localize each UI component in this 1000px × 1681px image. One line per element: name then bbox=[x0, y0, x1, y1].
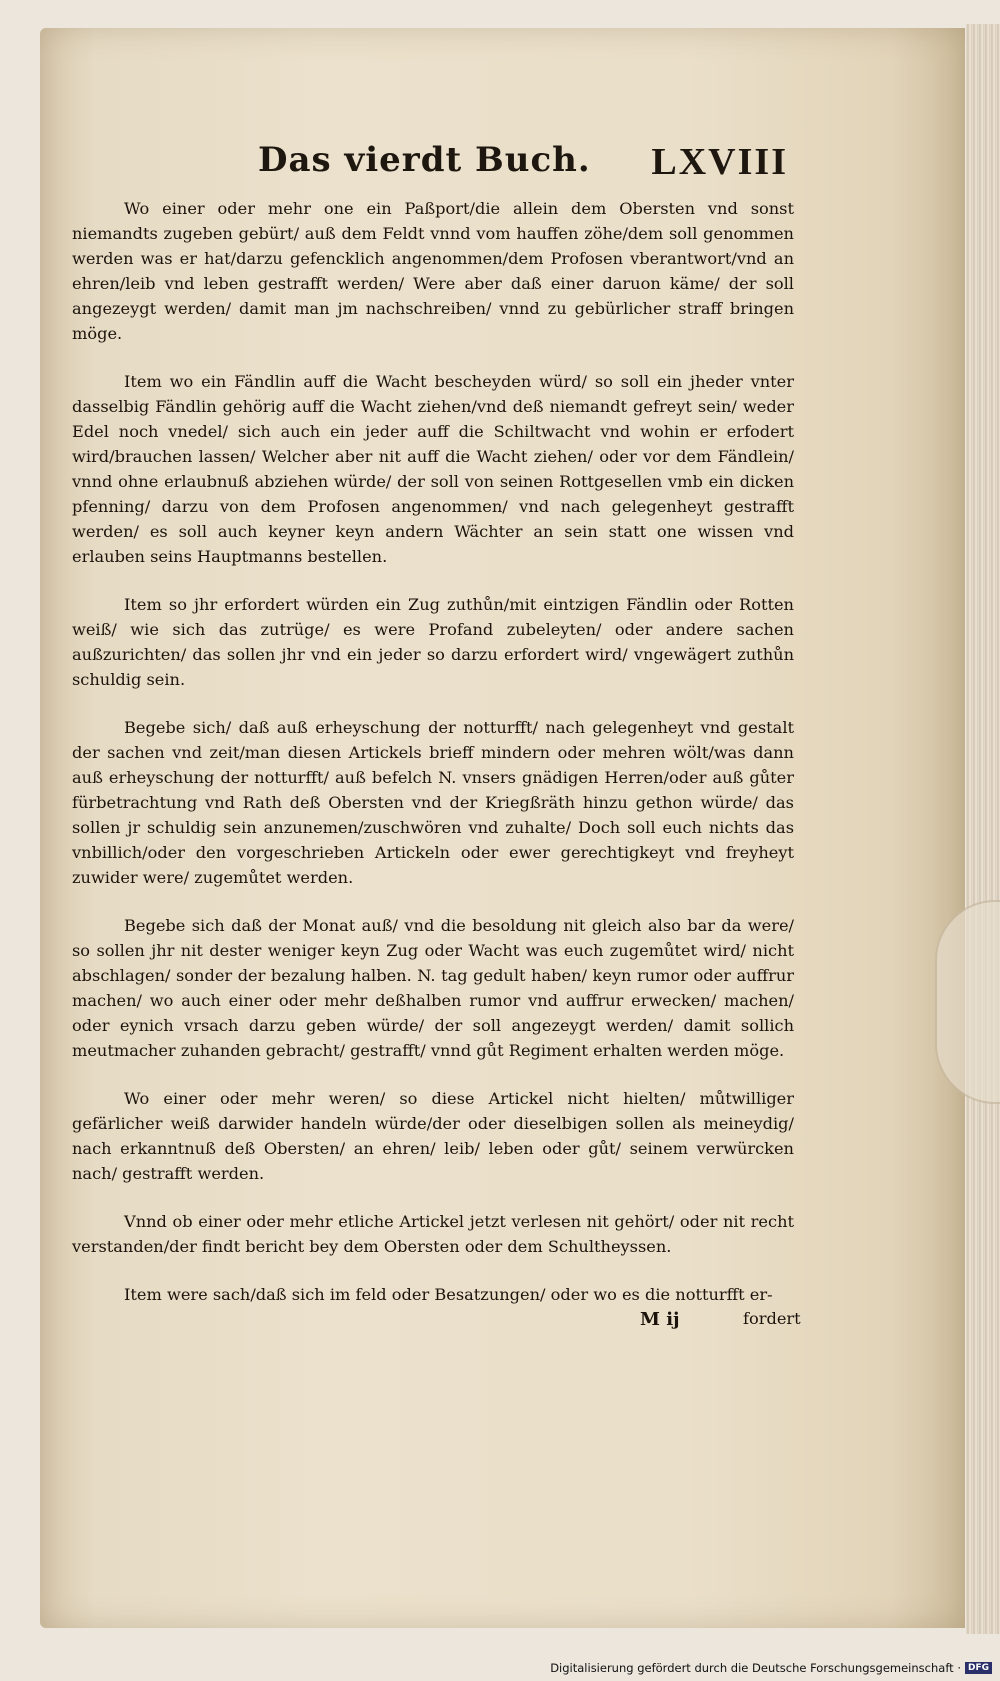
bookmark-tab bbox=[935, 900, 1000, 1104]
paragraph-6: Wo einer oder mehr weren/ so diese Artickel nicht hielten/ můtwilliger gefärlicher weiß darwider handeln würde/der oder dieselbigen sollen als meineydig/ nach erkanntnuß deß Obersten/ an ehren/ leib/ leben oder gůt/ seinem verwürcken nach/ gestrafft werden. bbox=[72, 1089, 794, 1183]
paragraph-4: Begebe sich/ daß auß erheyschung der notturfft/ nach gelegenheyt vnd gestalt der sachen vnd zeit/man diesen Artickels brieff mindern oder mehren wölt/was dann auß erheyschung der notturfft/ auß befelch N. vnsers gnädigen Herren/oder auß gůter fürbetrachtung vnd Rath deß Obersten vnd der Kriegßräth hinzu gethon würde/ das sollen jr schuldig sein anzunemen/zuschwören vnd zuhalte/ Doch soll euch nichts das vnbillich/oder den vorgeschrieben Artickeln oder ewer gerechtigkeyt vnd freyheyt zuwider were/ zugemůtet werden. bbox=[72, 718, 794, 887]
page-edges bbox=[966, 24, 1000, 1634]
text-block bbox=[72, 196, 794, 1315]
paragraph-7: Vnnd ob einer oder mehr etliche Artickel jetzt verlesen nit gehört/ oder nit recht verstanden/der findt bericht bey dem Obersten oder dem Schultheyssen. bbox=[72, 1212, 794, 1256]
paragraph-1: Wo einer oder mehr one ein Paßport/die allein dem Obersten vnd sonst niemandts zugeben gebürt/ auß dem Feldt vnnd vom hauffen zöhe/dem soll genommen werden was er hat/darzu gefencklich angenommen/dem Profosen vberantwort/vnd an ehren/leib vnd leben gestrafft werden/ Were aber daß einer daruon käme/ der soll angezeygt werden/ damit man jm nachschreiben/ vnnd zu gebürlicher straff bringen möge. bbox=[72, 199, 794, 343]
catchword: fordert bbox=[743, 1309, 801, 1328]
signature-mark: M ij bbox=[640, 1309, 680, 1330]
page-title: Das vierdt Buch. bbox=[258, 140, 591, 180]
folio-number: LXVIII bbox=[651, 141, 788, 183]
paragraph-3: Item so jhr erfordert würden ein Zug zuthůn/mit eintzigen Fändlin oder Rotten weiß/ wie sich das zutrüge/ es were Profand zubeleyten/ oder andere sachen außzurichten/ das sollen jhr vnd ein jeder so darzu erfordert wird/ vngewägert zuthůn schuldig sein. bbox=[72, 595, 794, 689]
paragraph-8: Item were sach/daß sich im feld oder Besatzungen/ oder wo es die notturfft er- bbox=[124, 1285, 773, 1304]
digitization-credit bbox=[550, 1661, 992, 1675]
paragraph-5: Begebe sich daß der Monat auß/ vnd die besoldung nit gleich also bar da were/ so sollen jhr nit dester weniger keyn Zug oder Wacht was euch zugemůtet wird/ nicht abschlagen/ sonder der bezalung halben. N. tag gedult haben/ keyn rumor oder auffrur machen/ wo auch einer oder mehr deßhalben rumor vnd auffrur erwecken/ machen/ oder eynich vrsach darzu geben würde/ der soll angezeygt werden/ damit sollich meutmacher zuhanden gebracht/ gestrafft/ vnnd gůt Regiment erhalten werden möge. bbox=[72, 916, 794, 1060]
running-head bbox=[258, 140, 788, 192]
dfg-logo: DFG bbox=[965, 1662, 992, 1674]
credit-text: Digitalisierung gefördert durch die Deutsche Forschungsgemeinschaft · bbox=[550, 1661, 961, 1675]
paragraph-2: Item wo ein Fändlin auff die Wacht bescheyden würd/ so soll ein jheder vnter dasselbig Fändlin gehörig auff die Wacht ziehen/vnd deß niemandt gefreyt sein/ weder Edel noch vnedel/ sich auch ein jeder auff die Schiltwacht vnd wohin er erfodert wird/brauchen lassen/ Welcher aber nit auff die Wacht ziehen/ oder vor dem Fändlein/ vnnd ohne erlaubnuß abziehen würde/ der soll von seinen Rottgesellen vmb ein dicken pfenning/ darzu von dem Profosen angenommen/ vnd nach gelegenheyt gestrafft werden/ es soll auch keyner keyn andern Wächter an sein statt one wissen vnd erlauben seins Hauptmanns bestellen. bbox=[72, 372, 794, 566]
